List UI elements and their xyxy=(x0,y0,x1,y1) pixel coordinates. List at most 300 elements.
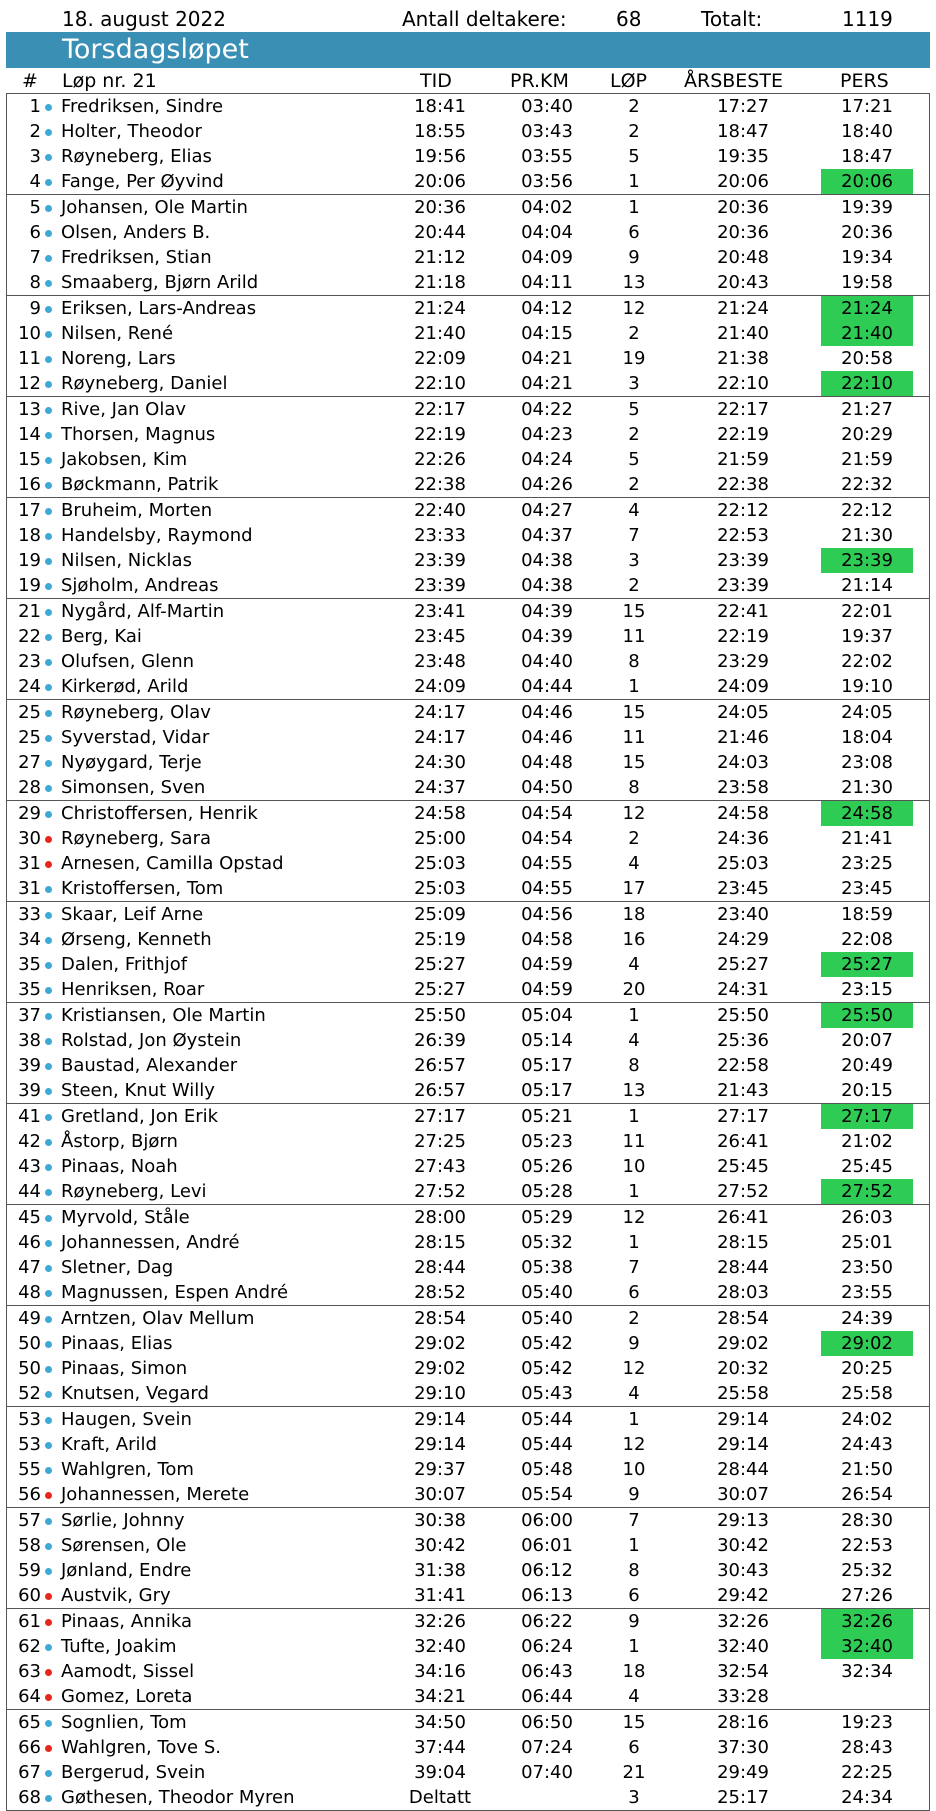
pers-cell: 21:27 xyxy=(841,399,893,420)
male-dot-icon xyxy=(45,583,52,590)
arsbeste-cell: 29:13 xyxy=(717,1510,769,1531)
female-dot-icon xyxy=(45,1593,52,1600)
lop-cell: 9 xyxy=(628,1333,640,1354)
table-row xyxy=(7,851,929,876)
lop-cell: 1 xyxy=(628,171,640,192)
prkm-cell: 04:46 xyxy=(521,727,573,748)
male-dot-icon xyxy=(45,1518,52,1525)
prkm-cell: 04:04 xyxy=(521,222,573,243)
table-row xyxy=(7,195,929,220)
pers-cell: 23:15 xyxy=(841,979,893,1000)
name-cell: Gomez, Loreta xyxy=(61,1686,193,1707)
male-dot-icon xyxy=(45,785,52,792)
table-row xyxy=(7,1634,929,1659)
table-row xyxy=(7,1558,929,1583)
tid-cell: 25:09 xyxy=(414,904,466,925)
lop-cell: 12 xyxy=(622,1434,646,1455)
table-row xyxy=(7,169,929,194)
prkm-cell: 04:54 xyxy=(521,803,573,824)
lop-cell: 1 xyxy=(628,1106,640,1127)
male-dot-icon xyxy=(45,886,52,893)
tid-cell: 32:40 xyxy=(414,1636,466,1657)
lop-cell: 1 xyxy=(628,1005,640,1026)
col-lop: LØP xyxy=(610,70,647,92)
name-cell: Magnussen, Espen André xyxy=(61,1282,289,1303)
rank-cell: 25 xyxy=(18,702,41,723)
tid-cell: 25:03 xyxy=(414,853,466,874)
male-dot-icon xyxy=(45,457,52,464)
arsbeste-cell: 21:46 xyxy=(717,727,769,748)
prkm-cell: 06:13 xyxy=(521,1585,573,1606)
prkm-cell: 04:12 xyxy=(521,298,573,319)
prkm-cell: 04:21 xyxy=(521,373,573,394)
table-row xyxy=(7,498,929,523)
prkm-cell: 05:38 xyxy=(521,1257,573,1278)
table-row xyxy=(7,1230,929,1255)
tid-cell: Deltatt xyxy=(408,1787,472,1808)
arsbeste-cell: 28:15 xyxy=(717,1232,769,1253)
lop-cell: 7 xyxy=(628,1257,640,1278)
male-dot-icon xyxy=(45,1644,52,1651)
lop-cell: 2 xyxy=(628,323,640,344)
arsbeste-cell: 24:09 xyxy=(717,676,769,697)
rank-cell: 18 xyxy=(18,525,41,546)
rank-cell: 2 xyxy=(29,121,41,142)
pers-cell-highlight: 25:50 xyxy=(821,1003,913,1028)
male-dot-icon xyxy=(45,937,52,944)
lop-cell: 2 xyxy=(628,828,640,849)
lop-cell: 1 xyxy=(628,1535,640,1556)
rank-cell: 5 xyxy=(29,197,41,218)
table-row xyxy=(7,801,929,826)
male-dot-icon xyxy=(45,104,52,111)
male-dot-icon xyxy=(45,811,52,818)
prkm-cell: 05:04 xyxy=(521,1005,573,1026)
male-dot-icon xyxy=(45,1088,52,1095)
lop-cell: 8 xyxy=(628,1055,640,1076)
name-cell: Fange, Per Øyvind xyxy=(61,171,224,192)
pers-cell: 19:37 xyxy=(841,626,893,647)
name-cell: Syverstad, Vidar xyxy=(61,727,210,748)
female-dot-icon xyxy=(45,1745,52,1752)
name-cell: Røyneberg, Elias xyxy=(61,146,212,167)
prkm-cell: 05:40 xyxy=(521,1308,573,1329)
prkm-cell: 04:39 xyxy=(521,601,573,622)
pers-cell: 27:26 xyxy=(841,1585,893,1606)
tid-cell: 29:10 xyxy=(414,1383,466,1404)
prkm-cell: 04:22 xyxy=(521,399,573,420)
male-dot-icon xyxy=(45,179,52,186)
name-cell: Pinaas, Annika xyxy=(61,1611,193,1632)
pers-cell: 24:43 xyxy=(841,1434,893,1455)
name-cell: Nyøygard, Terje xyxy=(61,752,202,773)
rank-cell: 6 xyxy=(29,222,41,243)
tid-cell: 34:21 xyxy=(414,1686,466,1707)
tid-cell: 24:17 xyxy=(414,702,466,723)
arsbeste-cell: 28:54 xyxy=(717,1308,769,1329)
prkm-cell: 04:59 xyxy=(521,979,573,1000)
table-row xyxy=(7,472,929,497)
arsbeste-cell: 32:26 xyxy=(717,1611,769,1632)
name-cell: Kraft, Arild xyxy=(61,1434,157,1455)
table-row xyxy=(7,902,929,927)
arsbeste-cell: 25:17 xyxy=(717,1787,769,1808)
name-cell: Dalen, Frithjof xyxy=(61,954,188,975)
lop-cell: 1 xyxy=(628,1232,640,1253)
name-cell: Handelsby, Raymond xyxy=(61,525,253,546)
prkm-cell: 04:55 xyxy=(521,878,573,899)
name-cell: Eriksen, Lars-Andreas xyxy=(61,298,257,319)
pers-cell: 20:58 xyxy=(841,348,893,369)
arsbeste-cell: 23:45 xyxy=(717,878,769,899)
male-dot-icon xyxy=(45,1467,52,1474)
arsbeste-cell: 22:58 xyxy=(717,1055,769,1076)
lop-cell: 7 xyxy=(628,1510,640,1531)
rank-cell: 44 xyxy=(18,1181,41,1202)
name-cell: Haugen, Svein xyxy=(61,1409,192,1430)
pers-cell: 22:32 xyxy=(841,474,893,495)
name-cell: Fredriksen, Sindre xyxy=(61,96,224,117)
pers-cell: 24:34 xyxy=(841,1787,893,1808)
rank-cell: 50 xyxy=(18,1358,41,1379)
rank-cell: 23 xyxy=(18,651,41,672)
pers-cell: 25:45 xyxy=(841,1156,893,1177)
name-cell: Arntzen, Olav Mellum xyxy=(61,1308,255,1329)
table-row xyxy=(7,624,929,649)
row-group xyxy=(7,800,929,901)
prkm-cell: 06:00 xyxy=(521,1510,573,1531)
tid-cell: 39:04 xyxy=(414,1762,466,1783)
table-row xyxy=(7,1003,929,1028)
lop-cell: 13 xyxy=(622,1080,646,1101)
prkm-cell: 05:54 xyxy=(521,1484,573,1505)
arsbeste-cell: 23:58 xyxy=(717,777,769,798)
name-cell: Austvik, Gry xyxy=(61,1585,171,1606)
name-cell: Smaaberg, Bjørn Arild xyxy=(61,272,259,293)
total-label: Totalt: xyxy=(701,7,763,31)
rank-cell: 31 xyxy=(18,853,41,874)
table-row xyxy=(7,952,929,977)
lop-cell: 12 xyxy=(622,803,646,824)
pers-cell: 25:01 xyxy=(841,1232,893,1253)
lop-cell: 2 xyxy=(628,474,640,495)
male-dot-icon xyxy=(45,710,52,717)
rank-cell: 4 xyxy=(29,171,41,192)
name-cell: Røyneberg, Olav xyxy=(61,702,211,723)
rank-cell: 34 xyxy=(18,929,41,950)
prkm-cell: 05:43 xyxy=(521,1383,573,1404)
name-cell: Sjøholm, Andreas xyxy=(61,575,219,596)
table-row xyxy=(7,1129,929,1154)
male-dot-icon xyxy=(45,533,52,540)
table-row xyxy=(7,674,929,699)
prkm-cell: 04:26 xyxy=(521,474,573,495)
name-cell: Aamodt, Sissel xyxy=(61,1661,195,1682)
pers-cell: 21:30 xyxy=(841,525,893,546)
rank-cell: 29 xyxy=(18,803,41,824)
tid-cell: 28:44 xyxy=(414,1257,466,1278)
pers-cell: 24:05 xyxy=(841,702,893,723)
pers-cell: 22:08 xyxy=(841,929,893,950)
arsbeste-cell: 25:58 xyxy=(717,1383,769,1404)
table-row xyxy=(7,270,929,295)
lop-cell: 18 xyxy=(622,1661,646,1682)
table-row xyxy=(7,422,929,447)
arsbeste-cell: 29:14 xyxy=(717,1434,769,1455)
table-row xyxy=(7,876,929,901)
prkm-cell: 06:24 xyxy=(521,1636,573,1657)
tid-cell: 26:39 xyxy=(414,1030,466,1051)
lop-cell: 17 xyxy=(622,878,646,899)
name-cell: Bruheim, Morten xyxy=(61,500,213,521)
table-row xyxy=(7,220,929,245)
results-table xyxy=(6,94,930,1811)
male-dot-icon xyxy=(45,659,52,666)
prkm-cell: 05:48 xyxy=(521,1459,573,1480)
rank-cell: 41 xyxy=(18,1106,41,1127)
male-dot-icon xyxy=(45,381,52,388)
tid-cell: 21:18 xyxy=(414,272,466,293)
rank-cell: 52 xyxy=(18,1383,41,1404)
lop-cell: 20 xyxy=(622,979,646,1000)
pers-cell: 21:14 xyxy=(841,575,893,596)
male-dot-icon xyxy=(45,634,52,641)
arsbeste-cell: 22:41 xyxy=(717,601,769,622)
arsbeste-cell: 25:50 xyxy=(717,1005,769,1026)
pers-cell-highlight: 29:02 xyxy=(821,1331,913,1356)
table-row xyxy=(7,346,929,371)
rank-cell: 53 xyxy=(18,1434,41,1455)
name-cell: Wahlgren, Tove S. xyxy=(61,1737,221,1758)
tid-cell: 21:12 xyxy=(414,247,466,268)
table-row xyxy=(7,1482,929,1507)
tid-cell: 28:00 xyxy=(414,1207,466,1228)
prkm-cell: 05:44 xyxy=(521,1434,573,1455)
male-dot-icon xyxy=(45,255,52,262)
name-cell: Røyneberg, Sara xyxy=(61,828,211,849)
arsbeste-cell: 27:52 xyxy=(717,1181,769,1202)
table-row xyxy=(7,700,929,725)
lop-cell: 10 xyxy=(622,1156,646,1177)
lop-cell: 15 xyxy=(622,752,646,773)
table-row xyxy=(7,144,929,169)
lop-cell: 1 xyxy=(628,1181,640,1202)
lop-cell: 1 xyxy=(628,676,640,697)
name-cell: Jønland, Endre xyxy=(61,1560,192,1581)
rank-cell: 47 xyxy=(18,1257,41,1278)
total-count: 1119 xyxy=(842,7,893,31)
row-group xyxy=(7,1002,929,1103)
rank-cell: 42 xyxy=(18,1131,41,1152)
rank-cell: 31 xyxy=(18,878,41,899)
table-row xyxy=(7,1609,929,1634)
name-cell: Thorsen, Magnus xyxy=(61,424,216,445)
prkm-cell: 05:23 xyxy=(521,1131,573,1152)
lop-cell: 6 xyxy=(628,1585,640,1606)
tid-cell: 27:43 xyxy=(414,1156,466,1177)
male-dot-icon xyxy=(45,1038,52,1045)
tid-cell: 28:54 xyxy=(414,1308,466,1329)
rank-cell: 27 xyxy=(18,752,41,773)
prkm-cell: 03:40 xyxy=(521,96,573,117)
rank-cell: 30 xyxy=(18,828,41,849)
row-group xyxy=(7,497,929,598)
arsbeste-cell: 29:14 xyxy=(717,1409,769,1430)
col-arsbeste: ÅRSBESTE xyxy=(684,70,783,92)
lop-cell: 15 xyxy=(622,601,646,622)
name-cell: Johannessen, André xyxy=(61,1232,240,1253)
col-prkm: PR.KM xyxy=(510,70,569,92)
arsbeste-cell: 28:03 xyxy=(717,1282,769,1303)
prkm-cell: 04:48 xyxy=(521,752,573,773)
prkm-cell: 04:56 xyxy=(521,904,573,925)
arsbeste-cell: 22:19 xyxy=(717,424,769,445)
male-dot-icon xyxy=(45,1720,52,1727)
prkm-cell: 04:38 xyxy=(521,575,573,596)
table-row xyxy=(7,1205,929,1230)
rank-cell: 68 xyxy=(18,1787,41,1808)
pers-cell: 22:02 xyxy=(841,651,893,672)
male-dot-icon xyxy=(45,331,52,338)
male-dot-icon xyxy=(45,407,52,414)
lop-cell: 4 xyxy=(628,1383,640,1404)
arsbeste-cell: 21:38 xyxy=(717,348,769,369)
rank-cell: 56 xyxy=(18,1484,41,1505)
prkm-cell: 05:26 xyxy=(521,1156,573,1177)
arsbeste-cell: 24:58 xyxy=(717,803,769,824)
prkm-cell: 06:22 xyxy=(521,1611,573,1632)
male-dot-icon xyxy=(45,1164,52,1171)
pers-cell: 21:59 xyxy=(841,449,893,470)
tid-cell: 22:38 xyxy=(414,474,466,495)
arsbeste-cell: 33:28 xyxy=(717,1686,769,1707)
tid-cell: 24:09 xyxy=(414,676,466,697)
pers-cell: 22:25 xyxy=(841,1762,893,1783)
prkm-cell: 04:09 xyxy=(521,247,573,268)
row-group xyxy=(7,1406,929,1507)
col-rank: # xyxy=(22,70,38,92)
lop-cell: 9 xyxy=(628,1484,640,1505)
name-cell: Myrvold, Ståle xyxy=(61,1207,190,1228)
pers-cell: 19:23 xyxy=(841,1712,893,1733)
female-dot-icon xyxy=(45,1669,52,1676)
pers-cell: 19:10 xyxy=(841,676,893,697)
lop-cell: 8 xyxy=(628,1560,640,1581)
lop-cell: 2 xyxy=(628,575,640,596)
pers-cell: 19:58 xyxy=(841,272,893,293)
lop-cell: 1 xyxy=(628,1636,640,1657)
rank-cell: 8 xyxy=(29,272,41,293)
male-dot-icon xyxy=(45,1139,52,1146)
female-dot-icon xyxy=(45,1694,52,1701)
rank-cell: 65 xyxy=(18,1712,41,1733)
name-cell: Sørlie, Johnny xyxy=(61,1510,185,1531)
lop-cell: 5 xyxy=(628,449,640,470)
rank-cell: 3 xyxy=(29,146,41,167)
race-date: 18. august 2022 xyxy=(62,7,226,31)
prkm-cell: 05:28 xyxy=(521,1181,573,1202)
arsbeste-cell: 30:42 xyxy=(717,1535,769,1556)
name-cell: Berg, Kai xyxy=(61,626,142,647)
pers-cell: 22:53 xyxy=(841,1535,893,1556)
lop-cell: 13 xyxy=(622,272,646,293)
tid-cell: 30:38 xyxy=(414,1510,466,1531)
male-dot-icon xyxy=(45,280,52,287)
name-cell: Røyneberg, Daniel xyxy=(61,373,228,394)
male-dot-icon xyxy=(45,356,52,363)
lop-cell: 10 xyxy=(622,1459,646,1480)
rank-cell: 61 xyxy=(18,1611,41,1632)
prkm-cell: 04:21 xyxy=(521,348,573,369)
tid-cell: 18:41 xyxy=(414,96,466,117)
male-dot-icon xyxy=(45,1366,52,1373)
arsbeste-cell: 26:41 xyxy=(717,1131,769,1152)
name-cell: Kristiansen, Ole Martin xyxy=(61,1005,266,1026)
tid-cell: 25:27 xyxy=(414,979,466,1000)
tid-cell: 23:48 xyxy=(414,651,466,672)
name-cell: Rive, Jan Olav xyxy=(61,399,186,420)
table-row xyxy=(7,1104,929,1129)
pers-cell-highlight: 32:40 xyxy=(821,1634,913,1659)
table-row xyxy=(7,94,929,119)
row-group xyxy=(7,396,929,497)
arsbeste-cell: 28:44 xyxy=(717,1257,769,1278)
rank-cell: 59 xyxy=(18,1560,41,1581)
pers-cell: 25:58 xyxy=(841,1383,893,1404)
name-cell: Olsen, Anders B. xyxy=(61,222,211,243)
arsbeste-cell: 20:32 xyxy=(717,1358,769,1379)
male-dot-icon xyxy=(45,1063,52,1070)
tid-cell: 23:39 xyxy=(414,550,466,571)
male-dot-icon xyxy=(45,1417,52,1424)
name-cell: Steen, Knut Willy xyxy=(61,1080,215,1101)
lop-cell: 21 xyxy=(622,1762,646,1783)
name-cell: Kristoffersen, Tom xyxy=(61,878,224,899)
prkm-cell: 04:27 xyxy=(521,500,573,521)
table-row xyxy=(7,296,929,321)
prkm-cell: 05:17 xyxy=(521,1055,573,1076)
arsbeste-cell: 28:16 xyxy=(717,1712,769,1733)
row-group xyxy=(7,1507,929,1608)
lop-cell: 11 xyxy=(622,626,646,647)
rank-cell: 35 xyxy=(18,979,41,1000)
arsbeste-cell: 22:38 xyxy=(717,474,769,495)
prkm-cell: 06:12 xyxy=(521,1560,573,1581)
prkm-cell: 04:37 xyxy=(521,525,573,546)
prkm-cell: 04:02 xyxy=(521,197,573,218)
pers-cell: 19:39 xyxy=(841,197,893,218)
tid-cell: 24:58 xyxy=(414,803,466,824)
male-dot-icon xyxy=(45,508,52,515)
tid-cell: 34:50 xyxy=(414,1712,466,1733)
tid-cell: 25:27 xyxy=(414,954,466,975)
lop-cell: 19 xyxy=(622,348,646,369)
table-row xyxy=(7,1078,929,1103)
table-row xyxy=(7,1356,929,1381)
name-cell: Bergerud, Svein xyxy=(61,1762,206,1783)
lop-cell: 12 xyxy=(622,1207,646,1228)
male-dot-icon xyxy=(45,1265,52,1272)
prkm-cell: 04:59 xyxy=(521,954,573,975)
arsbeste-cell: 25:45 xyxy=(717,1156,769,1177)
tid-cell: 30:42 xyxy=(414,1535,466,1556)
pers-cell: 20:49 xyxy=(841,1055,893,1076)
lop-cell: 3 xyxy=(628,1787,640,1808)
lop-cell: 2 xyxy=(628,424,640,445)
name-cell: Sognlien, Tom xyxy=(61,1712,187,1733)
arsbeste-cell: 24:05 xyxy=(717,702,769,723)
rank-cell: 58 xyxy=(18,1535,41,1556)
